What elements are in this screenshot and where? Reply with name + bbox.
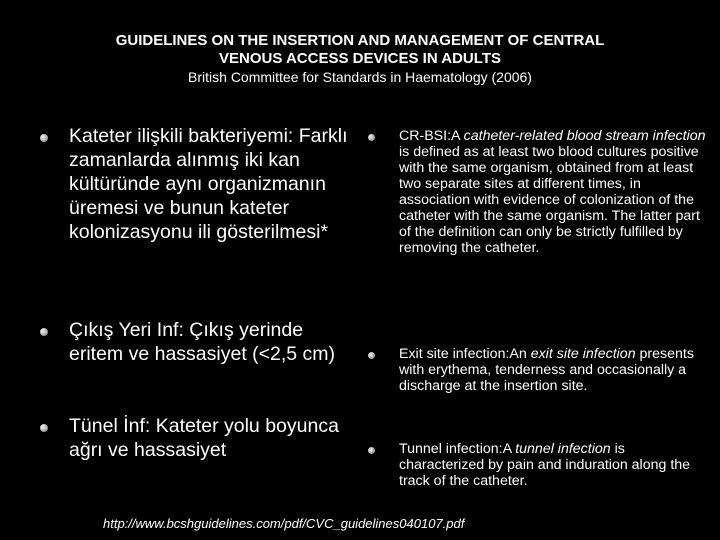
definition-prefix: Exit site infection:An [399,346,531,362]
list-item-catheter-bacteremia-tr [40,124,360,244]
list-item-cr-bsi-en [368,128,708,256]
bullet-icon [40,424,48,432]
header [40,32,680,86]
list-item-exit-site-en [368,346,708,394]
source-url[interactable]: http://www.bcshguidelines.com/pdf/CVC_guidelines040107.pdf [103,516,465,531]
definition-prefix: CR-BSI:A [399,128,464,144]
list-item-text [399,441,708,489]
definition-term: catheter-related blood stream infection [463,128,706,144]
title-line-1: GUIDELINES ON THE INSERTION AND MANAGEMENT OF CENTRAL [115,32,605,49]
definition-body: is defined as at least two blood cultures positive with the same organism, obtained from at least two separate sites at different times, in association with evidence of colonization of the catheter with the same organism. The latter part of the definition can only be strictly fulfilled by removing the catheter. [399,144,700,256]
bullet-icon [40,328,48,336]
list-item-text [399,128,708,256]
subtitle: British Committee for Standards in Haematology (2006) [188,69,532,85]
list-item-text: Çıkış Yeri Inf: Çıkış yerinde eritem ve hassasiyet (<2,5 cm) [69,319,336,365]
list-item-text: Tünel İnf: Kateter yolu boyunca ağrı ve hassasiyet [69,415,339,461]
list-item-exit-site-tr [40,318,360,366]
bullet-icon [368,352,375,359]
title-line-2: VENOUS ACCESS DEVICES IN ADULTS [219,50,501,67]
definition-term: exit site infection [530,346,636,362]
list-item-tunnel-en [368,441,708,489]
bullet-icon [368,134,375,141]
definition-body: is characterized by pain and induration along the track of the catheter. [399,441,691,489]
definition-prefix: Tunnel infection:A [399,441,516,457]
bullet-icon [40,134,48,142]
list-item-text [399,346,708,394]
definition-body: presents with erythema, tenderness and occasionally a discharge at the insertion site. [399,346,694,394]
definition-term: tunnel infection [515,441,611,457]
list-item-text: Kateter ilişkili bakteriyemi: Farklı zamanlarda alınmış iki kan kültüründe aynı organizmanın üremesi ve bunun kateter kolonizasyonu ili gösterilmesi* [69,125,348,243]
bullet-icon [368,447,375,454]
list-item-tunnel-tr [40,414,360,462]
